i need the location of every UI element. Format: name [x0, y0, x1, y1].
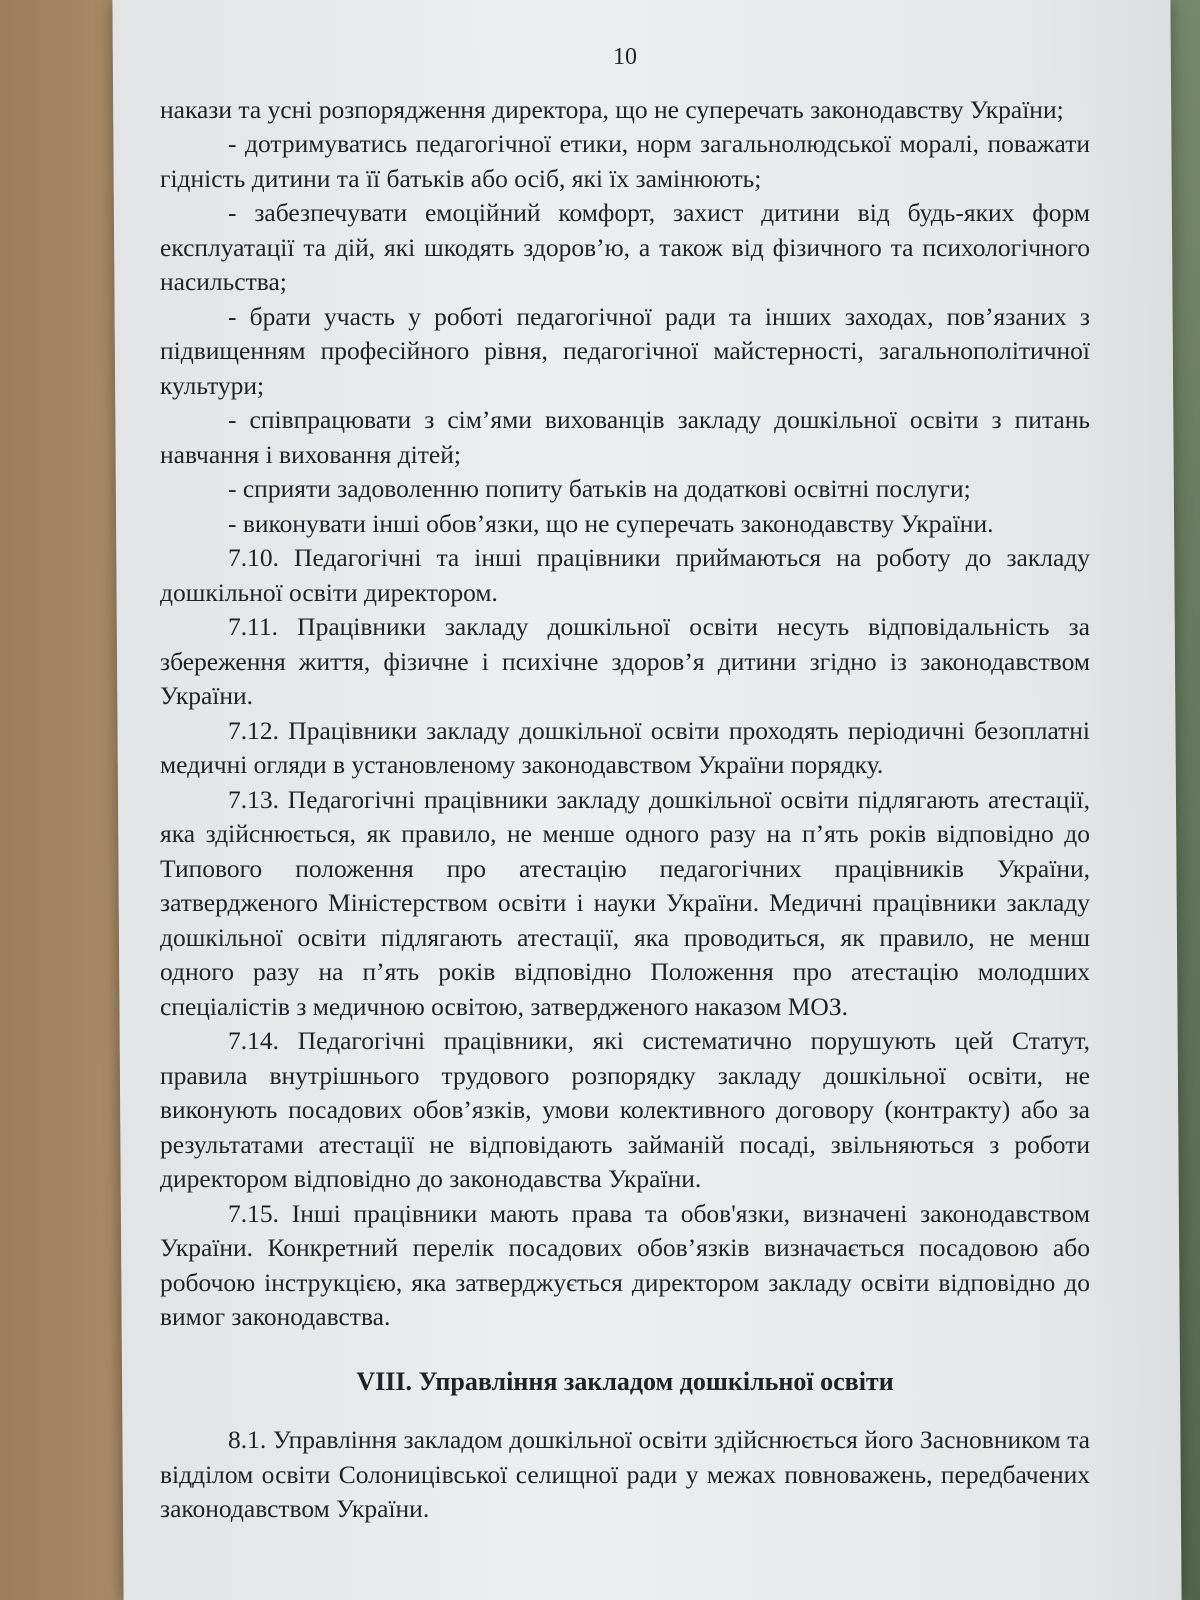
- duty-item: - брати участь у роботі педагогічної ради та інших заходах, пов’язаних з підвищенням професійного рівня, педагогічної майстерності, загальнополітичної культури;: [160, 301, 1090, 400]
- clause-7-15: 7.15. Інші працівники мають права та обов'язки, визначені законодавством України. Конкретний перелік посадових обов’язків визначається посадовою або робочою інструкцією, яка затверджується директором закладу освіти відповідно до вимог законодавства.: [160, 1198, 1090, 1331]
- section-heading: VIII. Управління закладом дошкільної освіти: [356, 1366, 894, 1396]
- clause-7-10: 7.10. Педагогічні та інші працівники приймаються на роботу до закладу дошкільної освіти директором.: [160, 543, 1090, 607]
- duty-item: - забезпечувати емоційний комфорт, захист дитини від будь-яких форм експлуатації та дій, які шкодять здоров’ю, а також від фізичного та психологічного насильства;: [160, 198, 1090, 296]
- duty-item: - співпрацювати з сім’ями вихованців закладу дошкільної освіти з питань навчання і виховання дітей;: [160, 405, 1090, 469]
- page-content: [160, 40, 1090, 1527]
- clause-7-13: 7.13. Педагогічні працівники закладу дошкільної освіти підлягають атестації, яка здійснюється, як правило, не менше одного разу на п’ять років відповідно до Типового положення про атестацію педагогічних працівників України, затвердженого Міністерством освіти і науки України. Медичні працівники закладу дошкільної освіти підлягають атестації, яка проводиться, як правило, не менш одного разу на п’ять років відповідно Положення про атестацію молодших спеціалістів з медичною освітою, затвердженого наказом МОЗ.: [160, 784, 1090, 1021]
- clause-7-14: 7.14. Педагогічні працівники, які систематично порушують цей Статут, правила внутрішнього трудового розпорядку закладу дошкільної освіти, не виконують посадових обов’язків, умови колективного договору (контракту) або за результатами атестації не відповідають займаній посаді, звільняються з роботи директором відповідно до законодавства України.: [160, 1026, 1090, 1193]
- duty-item: - виконувати інші обов’язки, що не суперечать законодавству України.: [228, 508, 994, 538]
- clause-7-12: 7.12. Працівники закладу дошкільної освіти проходять періодичні безоплатні медичні огляди в установленому законодавством України порядку.: [160, 715, 1090, 779]
- paragraph-continuation: накази та усні розпорядження директора, що не суперечать законодавству України;: [160, 94, 1064, 124]
- page-number: 10: [613, 44, 637, 70]
- clause-7-11: 7.11. Працівники закладу дошкільної освіти несуть відповідальність за збереження життя, фізичне і психічне здоров’я дитини згідно із законодавством України.: [160, 612, 1090, 710]
- duty-item: - дотримуватись педагогічної етики, норм загальнолюдської моралі, поважати гідність дитини та її батьків або осіб, які їх замінюють;: [160, 129, 1090, 193]
- duty-item: - сприяти задоволенню попиту батьків на додаткові освітні послуги;: [228, 474, 971, 503]
- clause-8-1: 8.1. Управління закладом дошкільної освіти здійснюється його Засновником та відділом освіти Солоницівської селищної ради у межах повноважень, передбачених законодавством України.: [160, 1425, 1090, 1523]
